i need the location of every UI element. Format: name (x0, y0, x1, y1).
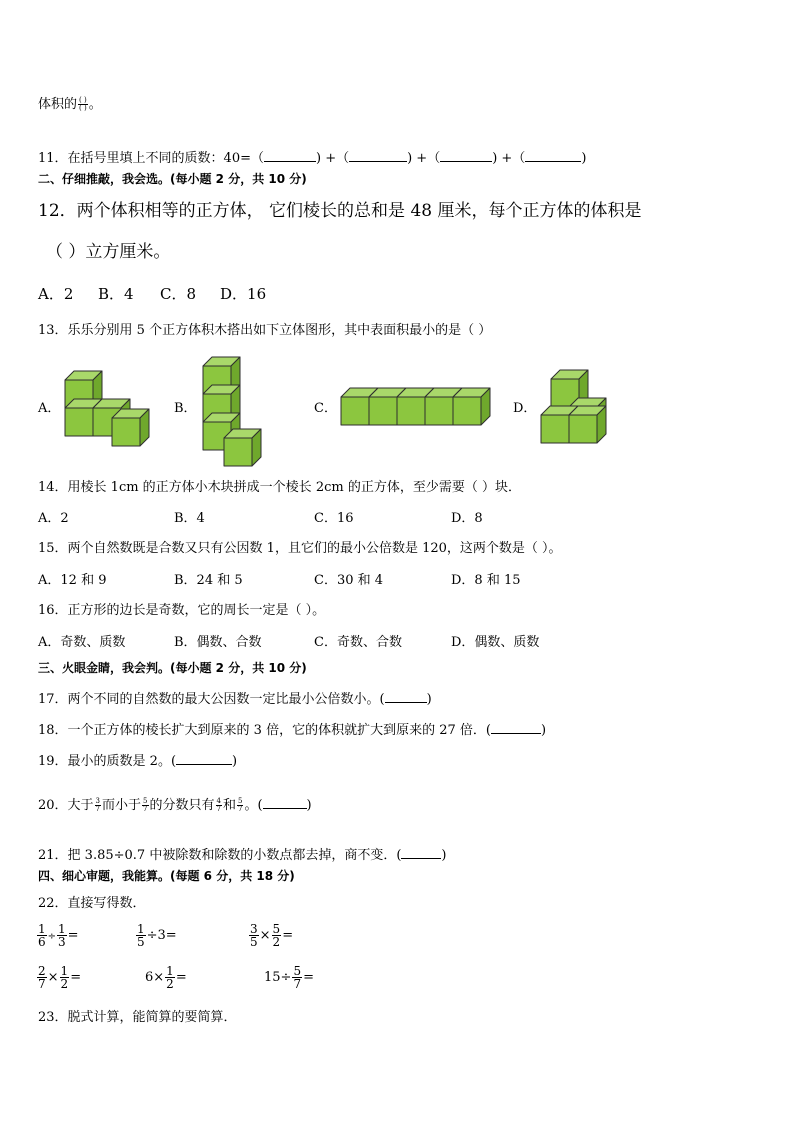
expr-3[interactable]: $\frac{3}{5}$ × $\frac{5}{2}$ = (250, 922, 294, 949)
expr-4[interactable]: $\frac{2}{7}$ × $\frac{1}{2}$ = (38, 964, 82, 991)
cube (112, 409, 149, 446)
answer-blank[interactable] (525, 148, 581, 162)
q16-option-b[interactable]: B．偶数、合数 (174, 635, 262, 650)
question-18: 18．一个正方体的棱长扩大到原来的 3 倍，它的体积就扩大到原来的 27 倍．( ) (38, 720, 546, 737)
question-11: 11．在括号里填上不同的质数：40=（ ) +（ ) +（ ) +（ ) (38, 148, 586, 165)
answer-blank[interactable] (385, 689, 427, 703)
q15-option-b[interactable]: B．24 和 5 (174, 573, 243, 588)
q16-option-c[interactable]: C．奇数、合数 (314, 635, 402, 650)
q13-option-c[interactable]: C． (314, 401, 337, 416)
q16-option-a[interactable]: A．奇数、质数 (38, 635, 126, 650)
expr-5[interactable]: 6× $\frac{1}{2}$ = (145, 964, 187, 991)
question-21: 21．把 3.85÷0.7 中被除数和除数的小数点都去掉，商不变．( ) (38, 845, 446, 862)
answer-blank[interactable] (491, 720, 541, 734)
q12-option-b[interactable]: B．4 (98, 285, 134, 303)
cube-figure-a (55, 368, 170, 450)
q14-option-d[interactable]: D．8 (451, 511, 483, 526)
fraction: $\frac{( )}{( )}$ (79, 96, 87, 112)
q12-option-d[interactable]: D．16 (220, 285, 267, 303)
question-17: 17．两个不同的自然数的最大公因数一定比最小公倍数小。( ) (38, 689, 432, 706)
cube (569, 406, 606, 443)
q12-option-a[interactable]: A．2 (38, 285, 74, 303)
section-heading-2: 二、仔细推敲，我会选。(每小题 2 分，共 10 分) (38, 172, 307, 186)
cube (453, 388, 490, 425)
q16-option-d[interactable]: D．偶数、质数 (451, 635, 540, 650)
cube-figure-b (195, 352, 280, 472)
section-heading-3: 三、火眼金睛，我会判。(每小题 2 分，共 10 分) (38, 661, 307, 675)
question-22: 22．直接写得数． (38, 896, 146, 911)
question-12-line1: 12．两个体积相等的正方体， 它们棱长的总和是 48 厘米，每个正方体的体积是 (38, 201, 642, 221)
question-13: 13．乐乐分别用 5 个正方体积木搭出如下立体图形，其中表面积最小的是（ ） (38, 323, 492, 338)
question-23: 23．脱式计算，能简算的要简算． (38, 1010, 237, 1025)
q14-option-a[interactable]: A．2 (38, 511, 69, 526)
question-14: 14．用棱长 1cm 的正方体小木块拼成一个棱长 2cm 的正方体，至少需要（ ）块． (38, 480, 521, 495)
q15-option-c[interactable]: C．30 和 4 (314, 573, 384, 588)
q12-option-c[interactable]: C．8 (160, 285, 197, 303)
q15-option-a[interactable]: A．12 和 9 (38, 573, 107, 588)
question-12-line2: （ ）立方厘米。 (46, 242, 171, 262)
answer-blank[interactable] (176, 751, 232, 765)
volume-fragment-line: 体积的 $\frac{( )}{( )}$ 。 (38, 96, 102, 112)
question-19: 19．最小的质数是 2。( ) (38, 751, 237, 768)
q14-option-b[interactable]: B．4 (174, 511, 205, 526)
answer-blank[interactable] (349, 148, 407, 162)
expr-1[interactable]: $\frac{1}{6}$ ÷ $\frac{1}{3}$ = (38, 922, 79, 949)
q13-option-a[interactable]: A． (38, 401, 61, 416)
answer-blank[interactable] (263, 795, 307, 809)
answer-blank[interactable] (440, 148, 492, 162)
q13-option-b[interactable]: B． (174, 401, 197, 416)
q15-option-d[interactable]: D．8 和 15 (451, 573, 521, 588)
section-heading-4: 四、细心审题，我能算。(每题 6 分，共 18 分) (38, 869, 295, 883)
expr-2[interactable]: $\frac{1}{5}$ ÷3= (137, 922, 177, 949)
cube (224, 429, 261, 466)
answer-blank[interactable] (264, 148, 316, 162)
question-15: 15．两个自然数既是合数又只有公因数 1，且它们的最小公倍数是 120，这两个数是（ ）。 (38, 541, 562, 556)
question-20: 20．大于 $\frac{3}{7}$ 而小于 $\frac{5}{7}$ 的分数只有 $\frac{4}{7}$ 和 $\frac{5}{7}$ 。( ) (38, 797, 312, 813)
expr-6[interactable]: 15÷ $\frac{5}{7}$ = (264, 964, 314, 991)
question-16: 16．正方形的边长是奇数，它的周长一定是（ ）。 (38, 603, 326, 618)
cube-figure-c (335, 385, 500, 435)
cube-figure-d (535, 367, 620, 449)
q13-option-d[interactable]: D． (513, 401, 537, 416)
q14-option-c[interactable]: C．16 (314, 511, 354, 526)
answer-blank[interactable] (401, 845, 441, 859)
